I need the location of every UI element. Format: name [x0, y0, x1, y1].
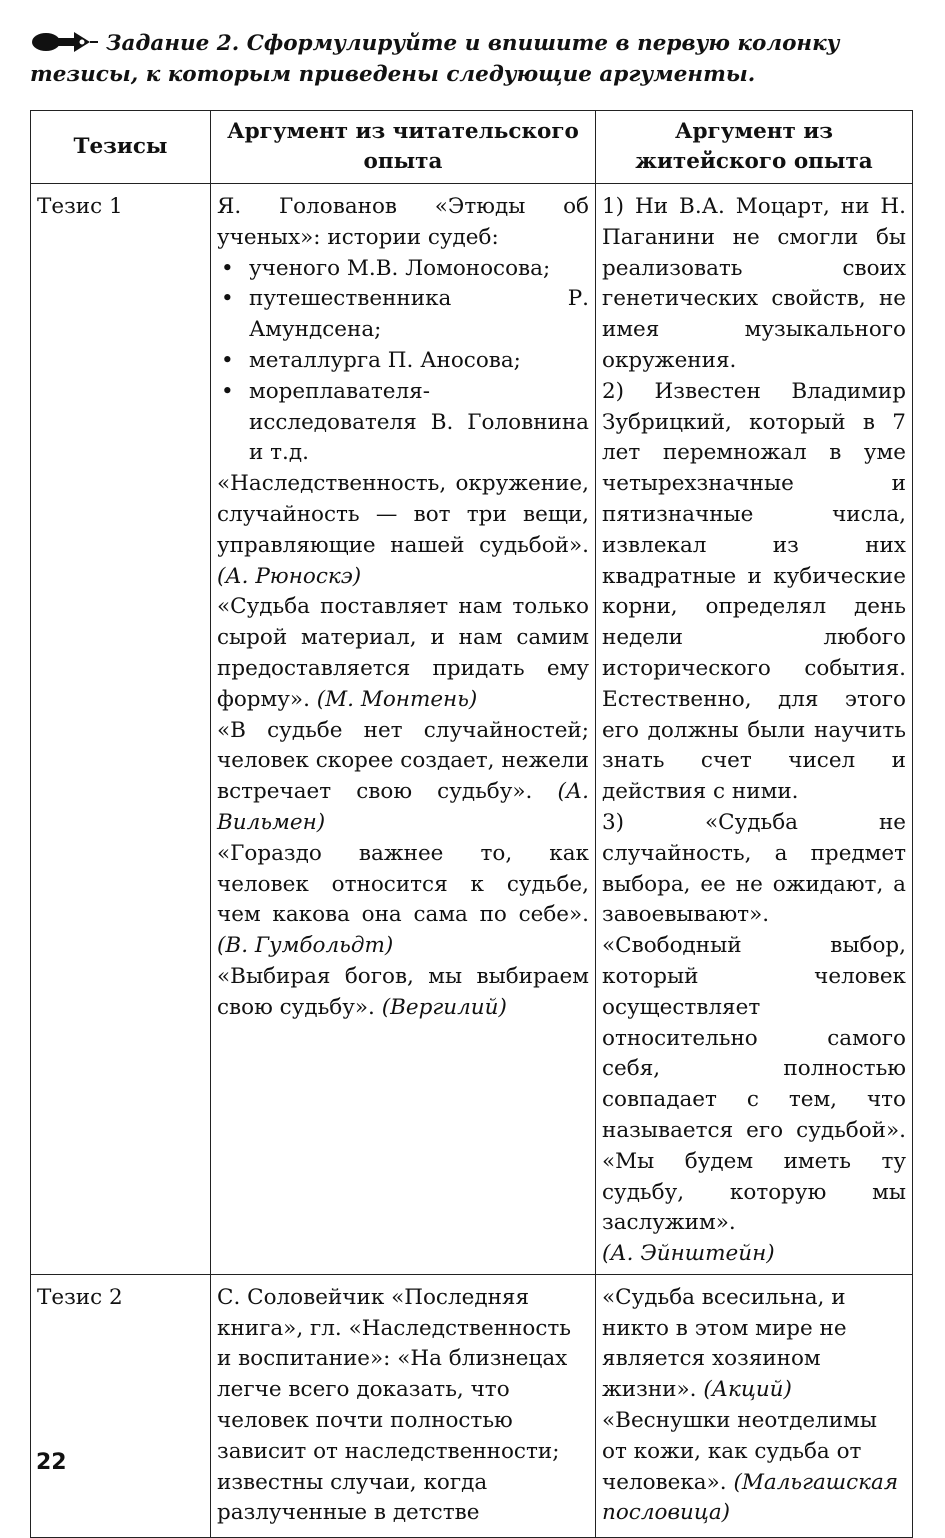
task-text: Задание 2. Сформулируйте и впишите в первую колонку тезисы, к которым приведены следующие аргументы.	[30, 31, 840, 87]
quote-author: (Акций)	[703, 1377, 792, 1403]
life-paragraph-3: 3) «Судьба не случайность, а предмет выбора, ее не ожидают, а завоевывают». «Свободный выбор, который человек осуществляет относительно самого себя, полностью совпадает с тем, что называется его судьбой». «Мы будем иметь ту судьбу, которую мы заслужим».	[602, 809, 906, 1236]
life-cell	[596, 1274, 913, 1537]
life-paragraph-1: 1) Ни В.А. Моцарт, ни Н. Паганини не смогли бы реализовать своих генетических свойств, не имея музыкального окружения.	[602, 194, 906, 373]
quote-author: (А. Рюноскэ)	[217, 563, 362, 589]
header-reader: Аргумент из читательского опыта	[211, 111, 596, 184]
pen-nib-icon	[30, 30, 100, 54]
reader-cell	[211, 1274, 596, 1537]
thesis-cell[interactable]	[31, 184, 211, 1275]
quote: «Судьба поставляет нам только сырой материал, и нам самим предоставляется придать ему форму». (М. Монтень)	[217, 594, 589, 712]
quote: «Выбирая богов, мы выбираем свою судьбу». (Вергилий)	[217, 963, 589, 1020]
list-item: • ученого М.В. Ломоносова;	[217, 254, 589, 285]
reader-text: С. Соловейчик «Последняя книга», гл. «Наследственность и воспитание»: «На близнецах легче всего доказать, что человек почти полностью зависит от наследственности; известны случаи, когда разлученные в детстве	[217, 1284, 571, 1526]
list-item: • путешественника Р. Амундсена;	[217, 284, 589, 346]
quote: «Веснушки неотделимы от кожи, как судьба от человека». (Мальгашская пословица)	[602, 1408, 899, 1526]
quote: «Наследственность, окружение, случайность — вот три вещи, управляющие нашей судьбой». (А. Рюноскэ)	[217, 471, 589, 589]
reader-intro: Я. Голованов «Этюды об ученых»: истории судеб:	[217, 194, 589, 250]
quote-author: (А. Эйнштейн)	[602, 1241, 775, 1267]
quote-author: (Мальгашская пословица)	[602, 1469, 899, 1526]
thesis-label: Тезис 2	[37, 1284, 123, 1310]
header-theses: Тезисы	[31, 111, 211, 184]
list-item: • металлурга П. Аносова;	[217, 346, 589, 377]
quote: «Судьба всесильна, и никто в этом мире не является хозяином жизни». (Акций)	[602, 1284, 847, 1403]
quote-author: (М. Монтень)	[316, 686, 478, 712]
header-life: Аргумент из житейского опыта	[596, 111, 913, 184]
table-row	[31, 184, 913, 1275]
thesis-cell[interactable]	[31, 1274, 211, 1537]
table-header-row	[31, 111, 913, 184]
table-row	[31, 1274, 913, 1537]
theses-table	[30, 110, 913, 1538]
quote-author: (Вергилий)	[381, 994, 507, 1020]
list-item: • мореплавателя-исследователя В. Головнина и т.д.	[217, 377, 589, 469]
life-paragraph-2: 2) Известен Владимир Зубрицкий, который в 7 лет перемножал в уме четырехзначные и пятизначные числа, извлекал из них квадратные и кубические корни, определял день недели любого исторического события. Естественно, для этого его должны были научить знать счет чисел и действия с ними.	[602, 378, 906, 805]
quote: «Гораздо важнее то, как человек относится к судьбе, чем какова она сама по себе». (В. Гумбольдт)	[217, 840, 589, 959]
thesis-label: Тезис 1	[37, 194, 123, 219]
task-heading	[30, 28, 915, 90]
quote: «В судьбе нет случайностей; человек скорее создает, нежели встречает свою судьбу». (А. Вильмен)	[217, 717, 589, 835]
quote-author: (В. Гумбольдт)	[217, 933, 394, 959]
bullet-list	[217, 254, 589, 470]
reader-cell	[211, 184, 596, 1275]
life-cell	[596, 184, 913, 1275]
page-number: 22	[36, 1450, 67, 1475]
quote-author: (А. Вильмен)	[217, 779, 589, 835]
